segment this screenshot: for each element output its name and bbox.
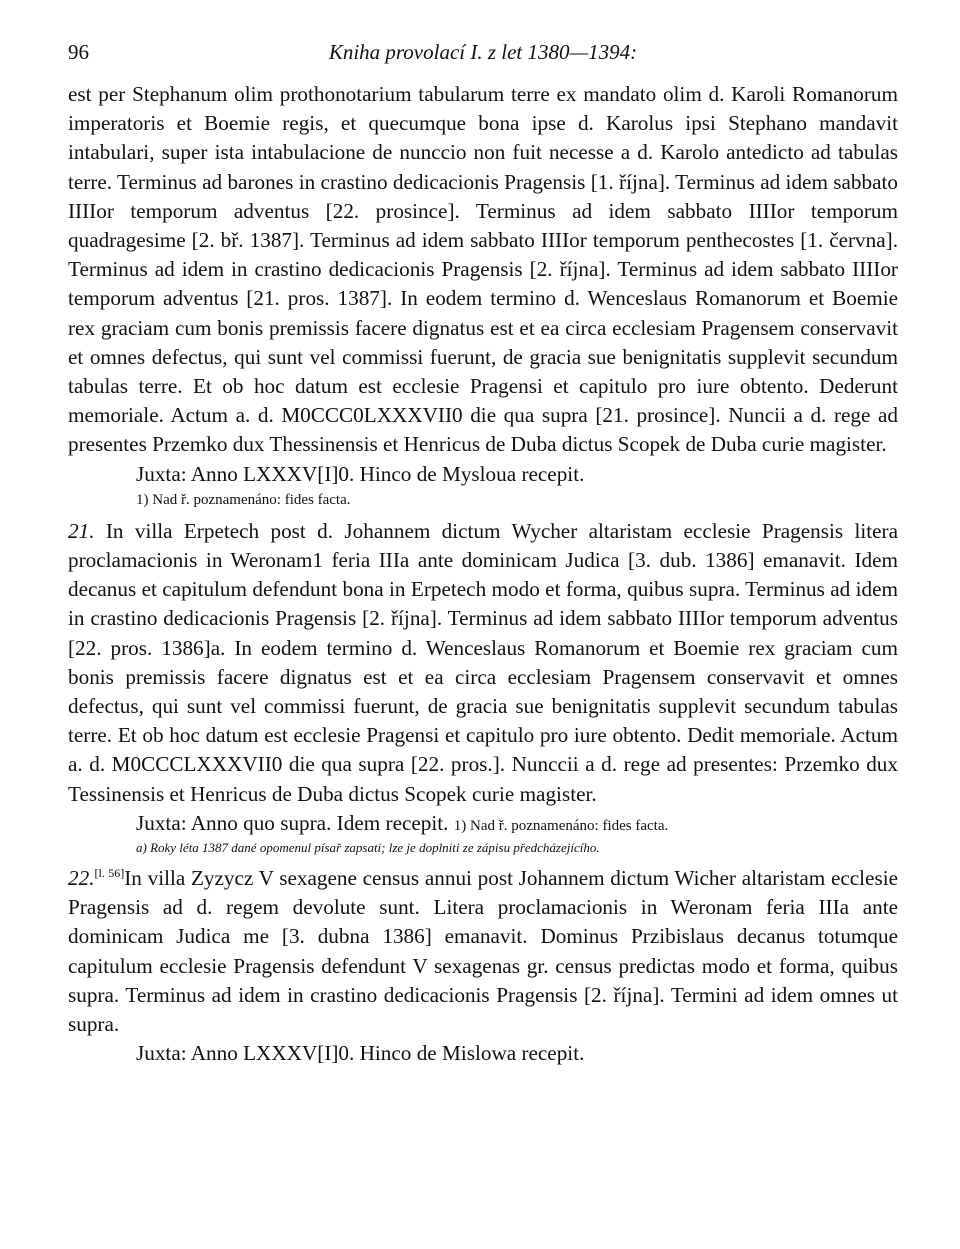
entry-21-juxta-line (68, 809, 898, 838)
entry-20-footnote: 1) Nad ř. poznamenáno: fides facta. (136, 491, 351, 508)
entry-21 (68, 517, 898, 858)
page-header (68, 40, 898, 80)
running-title: Kniha provolací I. z let 1380—1394: (328, 40, 638, 64)
page-number: 96 (68, 40, 89, 64)
entry-20-juxta: Juxta: Anno LXXXV[I]0. Hinco de Mysloua recepit. (136, 461, 585, 486)
document-page (68, 40, 898, 1069)
entry-22-text: In villa Zyzycz V sexagene census annui post Johannem dictum Wicher altaristam ecclesie Pragensis ad d. regem devolute sunt. Litera proclamacionis in Weronam feria IIIa ante dominicam Judica me [3. dubna 1386] emanavit. Dominus Przibislaus decanus totumque capitulum ecclesie Pragensis defendunt V sexagenas gr. census predictas modo et forma, quibus supra. Terminus ad idem in crastino dedicacionis Pragensis [2. října]. Termini ad idem omnes ut supra. (68, 866, 898, 1037)
entry-22-folio: [l. 56] (94, 866, 125, 881)
entry-21-footnote-1: 1) Nad ř. poznamenáno: fides facta. (453, 817, 669, 834)
entry-22-number: 22. (68, 866, 95, 891)
entry-22 (68, 864, 898, 1068)
entry-20-continuation (68, 80, 898, 511)
entry-22-paragraph (68, 864, 898, 1039)
entry-21-juxta: Juxta: Anno quo supra. Idem recepit. (136, 810, 449, 835)
entry-21-footnote-a: a) Roky léta 1387 dané opomenul písař zapsati; lze je doplniti ze zápisu předcházejícího. (136, 840, 600, 856)
entry-20-text: est per Stephanum olim prothonotarium tabularum terre ex mandato olim d. Karoli Romanorum imperatoris et Boemie regis, et quecumque bona ipse d. Karolus ipsi Stephano mandavit intabulari, super ista intabulacione de nunccio non fuit necesse a d. Karolo antedicto ad tabulas terre. Terminus ad barones in crastino dedicacionis Pragensis [1. října]. Terminus ad idem sabbato IIIIor temporum adventus [22. prosince]. Terminus ad idem sabbato IIIIor temporum quadragesime [2. bř. 1387]. Terminus ad idem sabbato IIIIor temporum penthecostes [1. června]. Terminus ad idem in crastino dedicacionis Pragensis [2. října]. Terminus ad idem sabbato IIIIor temporum adventus [21. pros. 1387]. In eodem termino d. Wenceslaus Romanorum et Boemie rex graciam cum bonis premissis facere dignatus est et ea circa ecclesiam Pragensem conservavit et omnes defectus, qui sunt vel commissi fuerunt, de gracia sue benignitatis supplevit secundum tabulas terre. Et ob hoc datum est ecclesie Pragensi et capitulo pro iure obtento. Dederunt memoriale. Actum a. d. M0CCC0LXXXVII0 die qua supra [21. prosince]. Nuncii a d. rege ad presentes Przemko dux Thessinensis et Henricus de Duba dictus Scopek de Duba curie magister. (68, 82, 898, 457)
entry-21-paragraph (68, 517, 898, 809)
entry-22-juxta: Juxta: Anno LXXXV[I]0. Hinco de Mislowa recepit. (136, 1041, 585, 1066)
entry-21-number: 21. (68, 518, 95, 543)
entry-21-text: In villa Erpetech post d. Johannem dictum Wycher altaristam ecclesie Pragensis litera proclamacionis in Weronam1 feria IIIa ante dominicam Judica [3. dub. 1386] emanavit. Idem decanus et capitulum defendunt bona in Erpetech modo et forma, quibus supra. Terminus ad idem in crastino dedicacionis Pragensis [2. října]. Terminus ad idem sabbato IIIIor temporum adventus [22. pros. 1386]a. In eodem termino d. Wenceslaus Romanorum et Boemie rex graciam cum bonis premissis facere dignatus est et ea circa ecclesiam Pragensem conservavit et omnes defectus, qui sunt vel commissi fuerunt, de gracia sue benignitatis supplevit secundum tabulas terre. Et ob hoc datum est ecclesie Pragensi et capitulo pro iure obtento. Dedit memoriale. Actum a. d. M0CCCLXXXVII0 die qua supra [22. pros.]. Nunccii a d. rege ad presentes: Przemko dux Tessinensis et Henricus de Duba dictus Scopek curie magister. (68, 518, 898, 806)
